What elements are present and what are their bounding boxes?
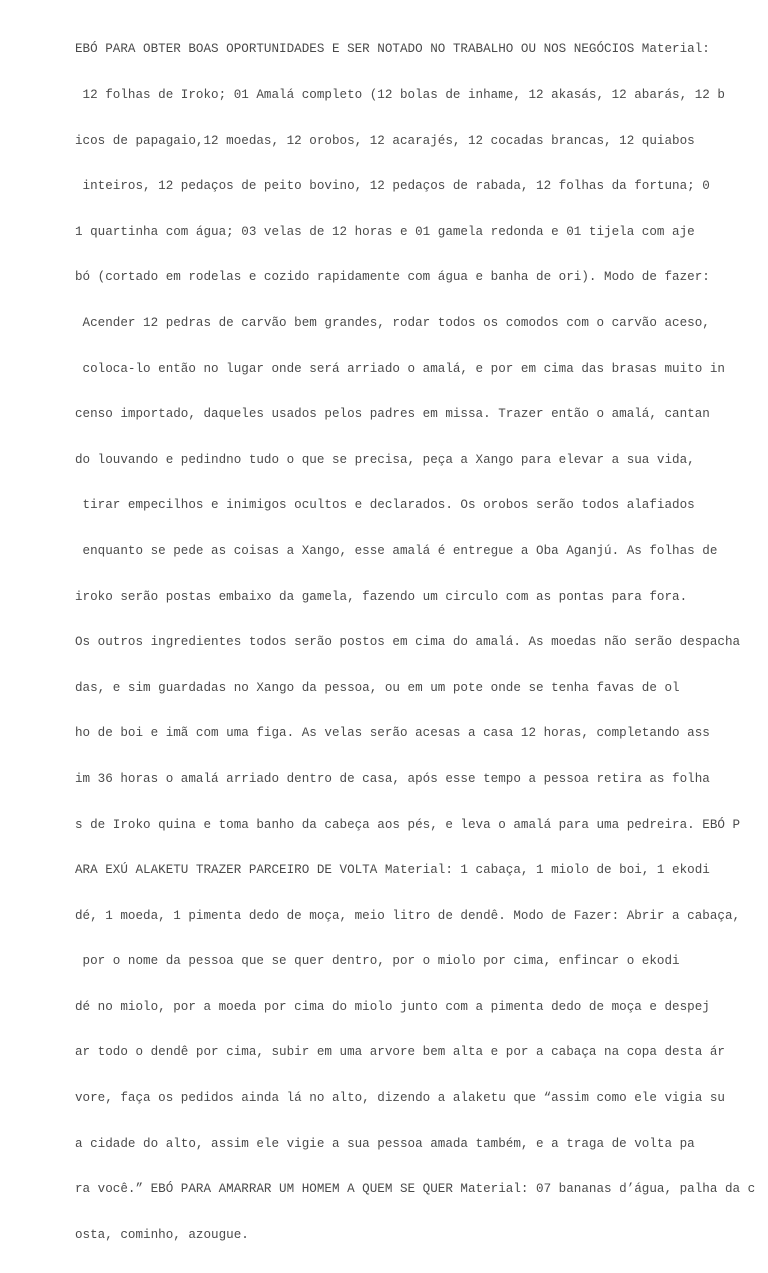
text-line: ar todo o dendê por cima, subir em uma arvore bem alta e por a cabaça na copa desta ár — [75, 1045, 725, 1060]
text-line: osta, cominho, azougue. — [75, 1227, 249, 1242]
document-text — [75, 12, 765, 1273]
text-line: a cidade do alto, assim ele vigie a sua pessoa amada também, e a traga de volta pa — [75, 1136, 695, 1151]
text-line: icos de papagaio,12 moedas, 12 orobos, 12 acarajés, 12 cocadas brancas, 12 quiabos — [75, 133, 695, 148]
text-line: enquanto se pede as coisas a Xango, esse amalá é entregue a Oba Aganjú. As folhas de — [75, 543, 718, 558]
text-line: do louvando e pedindno tudo o que se precisa, peça a Xango para elevar a sua vida, — [75, 452, 695, 467]
text-line: ho de boi e imã com uma figa. As velas serão acesas a casa 12 horas, completando ass — [75, 726, 710, 741]
text-line: por o nome da pessoa que se quer dentro, por o miolo por cima, enfincar o ekodi — [75, 954, 680, 969]
text-line: tirar empecilhos e inimigos ocultos e declarados. Os orobos serão todos alafiados — [75, 498, 695, 513]
text-line: ra você.” EBÓ PARA AMARRAR UM HOMEM A QUEM SE QUER Material: 07 bananas d’água, palha da c — [75, 1182, 756, 1197]
text-line: vore, faça os pedidos ainda lá no alto, dizendo a alaketu que “assim como ele vigia su — [75, 1091, 725, 1106]
text-line: dé no miolo, por a moeda por cima do miolo junto com a pimenta dedo de moça e despej — [75, 999, 710, 1014]
text-line: 12 folhas de Iroko; 01 Amalá completo (12 bolas de inhame, 12 akasás, 12 abarás, 12 b — [75, 88, 725, 102]
text-line: das, e sim guardadas no Xango da pessoa, ou em um pote onde se tenha favas de ol — [75, 680, 680, 695]
text-line: im 36 horas o amalá arriado dentro de casa, após esse tempo a pessoa retira as folha — [75, 771, 710, 786]
text-line: EBÓ PARA OBTER BOAS OPORTUNIDADES E SER NOTADO NO TRABALHO OU NOS NEGÓCIOS Material: — [75, 42, 710, 57]
text-line: dé, 1 moeda, 1 pimenta dedo de moça, meio litro de dendê. Modo de Fazer: Abrir a cabaça, — [75, 908, 741, 923]
text-line: Acender 12 pedras de carvão bem grandes, rodar todos os comodos com o carvão aceso, — [75, 315, 710, 330]
text-line: iroko serão postas embaixo da gamela, fazendo um circulo com as pontas para fora. — [75, 589, 688, 604]
text-line: s de Iroko quina e toma banho da cabeça aos pés, e leva o amalá para uma pedreira. EBÓ P — [75, 817, 741, 832]
text-line: inteiros, 12 pedaços de peito bovino, 12 pedaços de rabada, 12 folhas da fortuna; 0 — [75, 179, 710, 194]
text-line: 1 quartinha com água; 03 velas de 12 horas e 01 gamela redonda e 01 tijela com aje — [75, 224, 695, 239]
text-line: ARA EXÚ ALAKETU TRAZER PARCEIRO DE VOLTA Material: 1 cabaça, 1 miolo de boi, 1 ekodi — [75, 863, 710, 878]
text-line: Os outros ingredientes todos serão postos em cima do amalá. As moedas não serão despacha — [75, 635, 741, 650]
text-line: censo importado, daqueles usados pelos padres em missa. Trazer então o amalá, cantan — [75, 407, 710, 422]
text-line: coloca-lo então no lugar onde será arriado o amalá, e por em cima das brasas muito in — [75, 361, 725, 376]
text-line: bó (cortado em rodelas e cozido rapidamente com água e banha de ori). Modo de fazer: — [75, 270, 710, 285]
